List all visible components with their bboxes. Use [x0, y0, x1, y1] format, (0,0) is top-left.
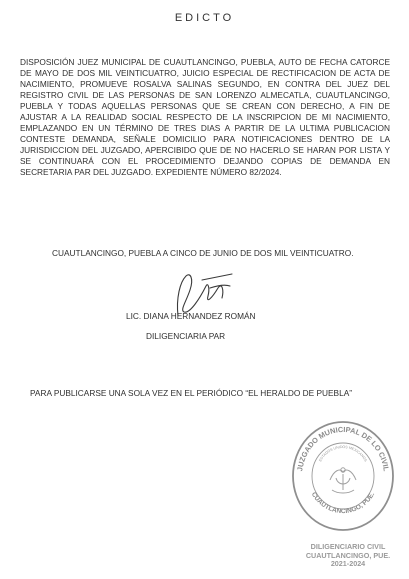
- seal-outer-text: JUZGADO MUNICIPAL DE LO CIVIL: [295, 424, 391, 472]
- court-seal-stamp: [288, 414, 398, 534]
- seal-caption: [292, 543, 404, 569]
- seal-bottom-text: CUAUTLANCINGO, PUE.: [309, 491, 377, 516]
- place-date-line: CUAUTLANCINGO, PUEBLA A CINCO DE JUNIO DE DOS MIL VEINTICUATRO.: [52, 248, 354, 258]
- seal-caption-line: CUAUTLANCINGO, PUE.: [305, 550, 391, 560]
- seal-inner-text: ESTADOS UNIDOS MEXICANOS: [318, 444, 368, 463]
- signer-name: LIC. DIANA HERNANDEZ ROMÁN: [126, 311, 256, 321]
- document-title: EDICTO: [174, 12, 235, 24]
- seal-caption-line: DILIGENCIARIO CIVIL: [310, 542, 386, 551]
- signer-role: DILIGENCIARIA PAR: [146, 331, 226, 341]
- svg-text:ESTADOS UNIDOS MEXICANOS: [318, 445, 368, 463]
- edict-body: DISPOSICIÓN JUEZ MUNICIPAL DE CUAUTLANCINGO, PUEBLA, AUTO DE FECHA CATORCE DE MAYO DE DOS MIL VEINTICUATRO, JUICIO ESPECIAL DE RECTIFICACION DE ACTA DE NACIMIENTO, PROMUEVE ROSALVA SALINAS SEGUNDO, EN CONTRA DEL JUEZ DEL REGISTRO CIVIL DE LAS PERSONAS DE SAN LORENZO ALMECATLA, CUAUTLANCINGO, PUEBLA Y TODAS AQUELLAS PERSONAS QUE SE CREAN CON DERECHO, A FIN DE AJUSTAR A LA REALIDAD SOCIAL RESPECTO DE LA INSCRIPCION DE MI NACIMIENTO, EMPLAZANDO EN UN TÉRMINO DE TRES DIAS A PARTIR DE LA ULTIMA PUBLICACION CONTESTE DEMANDA, SEÑALE DOMICILIO PARA NOTIFICACIONES DENTRO DE LA JURISDICCION DEL JUZGADO, APERCIBIDO QUE DE NO HACERLO SE HARAN POR LISTA Y SE CONTINUARÁ CON EL PROCEDIMIENTO DEJANDO COPIAS DE DEMANDA EN SECRETARIA PAR DEL JUZGADO. EXPEDIENTE NÚMERO 82/2024.: [20, 57, 390, 177]
- svg-text:CUAUTLANCINGO, PUE.: [310, 491, 376, 515]
- eagle-emblem-icon: [330, 468, 356, 493]
- seal-caption-line: 2021-2024: [330, 559, 366, 568]
- publication-note: PARA PUBLICARSE UNA SOLA VEZ EN EL PERIÓDICO “EL HERALDO DE PUEBLA”: [30, 388, 352, 398]
